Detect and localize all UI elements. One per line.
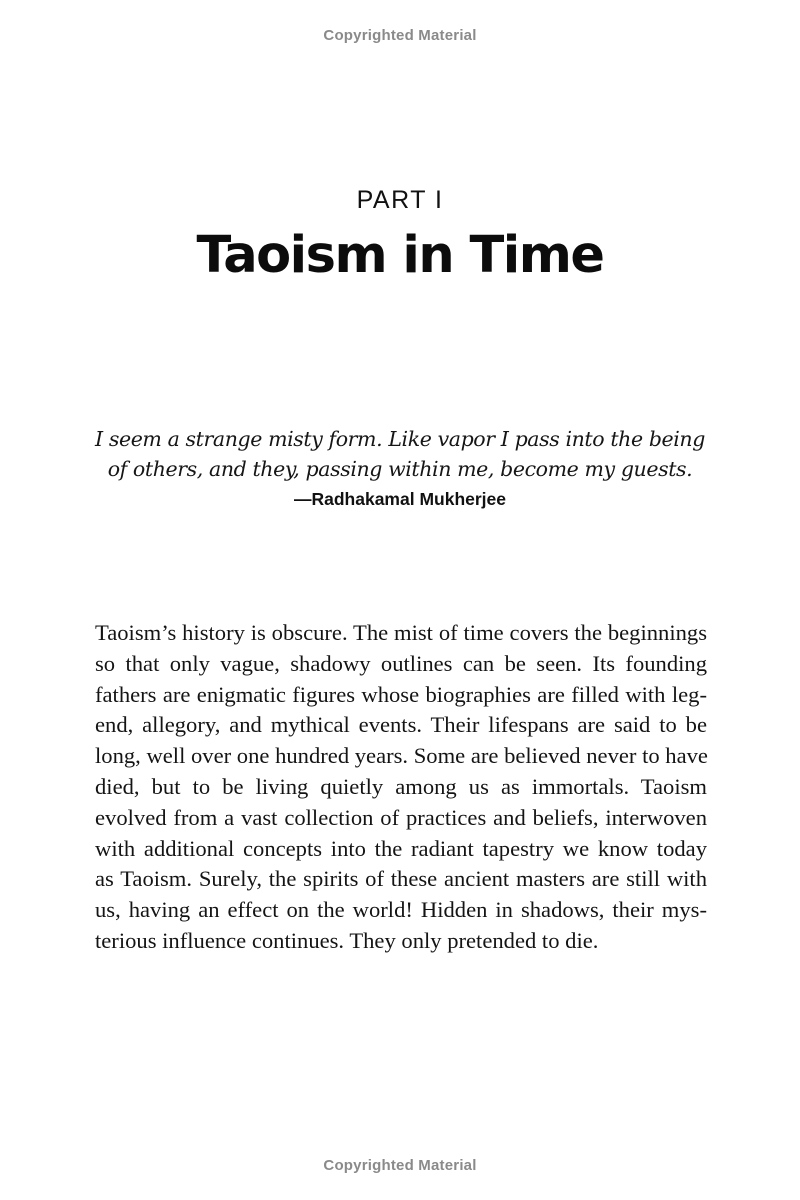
body-line: died, but to be living quietly among us as immortals. Taoism [95, 773, 707, 799]
body-line: long, well over one hundred years. Some are believed never to have [95, 743, 708, 769]
epigraph-line: of others, and they, passing within me, become my guests. [107, 457, 693, 481]
body-line: terious influence continues. They only pretended to die. [95, 927, 599, 953]
body-line: Taoism’s history is obscure. The mist of time covers the beginnings [95, 620, 707, 645]
part-label: PART I [356, 186, 444, 214]
body-line: end, allegory, and mythical events. Their lifespans are said to be [95, 712, 707, 738]
body-paragraph [95, 618, 707, 957]
epigraph [60, 424, 740, 484]
body-line: with additional concepts into the radiant tapestry we know today [95, 835, 707, 861]
body-line: fathers are enigmatic figures whose biographies are filled with leg- [95, 681, 707, 707]
body-line: as Taoism. Surely, the spirits of these ancient masters are still with [95, 866, 707, 892]
body-line: so that only vague, shadowy outlines can be seen. Its founding [95, 650, 707, 676]
part-title: Taoism in Time [196, 226, 604, 285]
copyright-watermark-bottom: Copyrighted Material [323, 1157, 477, 1174]
copyright-watermark-top: Copyrighted Material [323, 27, 477, 44]
epigraph-line: I seem a strange misty form. Like vapor I pass into the being [95, 427, 705, 451]
body-line: us, having an effect on the world! Hidden in shadows, their mys- [95, 897, 707, 923]
body-line: evolved from a vast collection of practices and beliefs, interwoven [95, 804, 707, 830]
epigraph-attribution: —Radhakamal Mukherjee [293, 489, 507, 509]
